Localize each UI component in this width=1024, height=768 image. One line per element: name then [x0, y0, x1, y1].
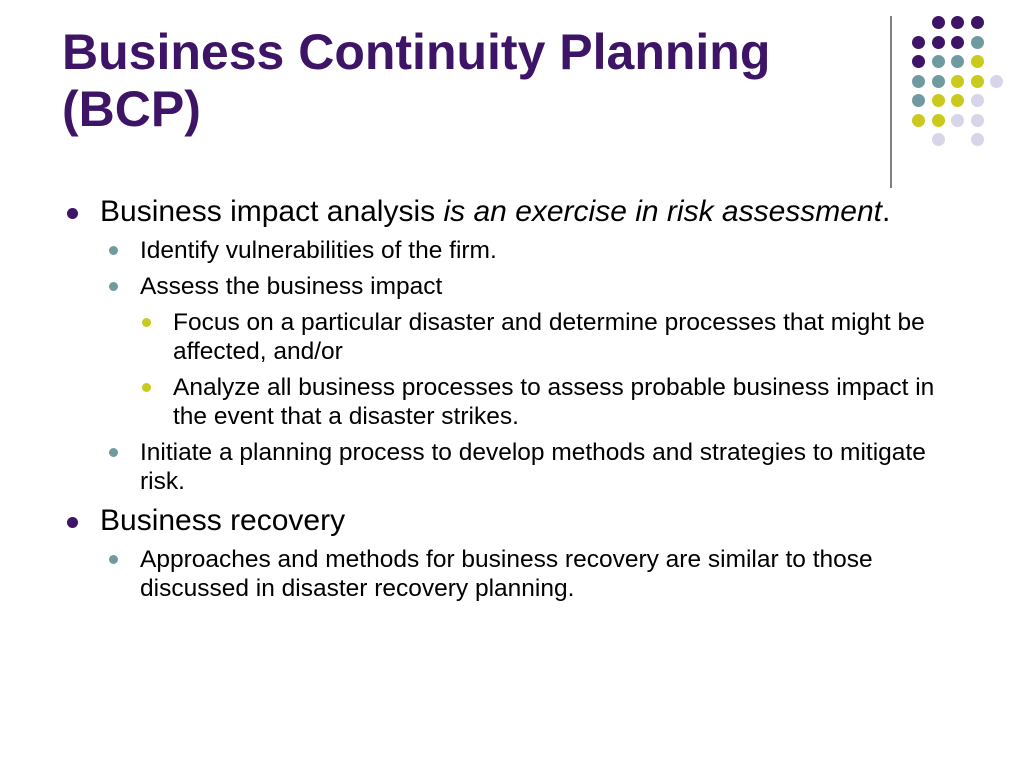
decorative-dot: [912, 55, 925, 68]
decorative-dot: [951, 16, 964, 29]
decorative-dot: [971, 36, 984, 49]
bullet-dot: [67, 208, 78, 219]
decorative-dot: [971, 114, 984, 127]
sub-bullet-initiate-planning: [62, 438, 962, 496]
sub-bullet-approaches-methods: [62, 545, 962, 603]
decorative-dot: [951, 114, 964, 127]
sub-bullet-assess-impact: [62, 272, 962, 431]
decorative-dot: [990, 75, 1003, 88]
decorative-dot: [971, 94, 984, 107]
decorative-dot: [932, 133, 945, 146]
slide-title: Business Continuity Planning (BCP): [62, 24, 771, 137]
bullet-dot: [142, 383, 151, 392]
decorative-dot: [932, 16, 945, 29]
bullet-dot: [142, 318, 151, 327]
decorative-dot: [971, 133, 984, 146]
decorative-dot: [951, 75, 964, 88]
decorative-dot: [971, 75, 984, 88]
decorative-divider: [890, 16, 892, 188]
decorative-dot: [912, 36, 925, 49]
bullet-text: Business impact analysis: [100, 195, 444, 228]
decorative-dot: [971, 16, 984, 29]
sub-sub-bullet-focus-disaster: [62, 308, 962, 366]
decorative-dot: [932, 94, 945, 107]
bullet-text-tail: .: [881, 195, 891, 228]
bullet-text: Identify vulnerabilities of the firm.: [140, 237, 497, 264]
bullet-dot: [109, 282, 118, 291]
bullet-dot: [109, 246, 118, 255]
sub-sub-bullet-analyze-processes: [62, 373, 962, 431]
decorative-dot: [932, 75, 945, 88]
decorative-dot: [951, 55, 964, 68]
bullet-text: Focus on a particular disaster and determine processes that might be affected, and/or: [173, 309, 925, 365]
decorative-dot: [951, 94, 964, 107]
sub-bullet-list: [100, 236, 962, 496]
bullet-text: Initiate a planning process to develop methods and strategies to mitigate risk.: [140, 439, 926, 495]
bullet-text: Assess the business impact: [140, 273, 443, 300]
sub-sub-bullet-list: [140, 308, 962, 431]
decorative-dot: [912, 75, 925, 88]
bullet-business-impact-analysis: [62, 196, 962, 496]
decorative-dot: [971, 55, 984, 68]
decorative-dot: [912, 114, 925, 127]
sub-bullet-identify-vulnerabilities: [62, 236, 962, 265]
bullet-dot: [109, 555, 118, 564]
decorative-dot: [912, 94, 925, 107]
slide-body: [62, 196, 962, 612]
bullet-text-italic: is an exercise in risk assessment: [443, 195, 882, 228]
sub-bullet-list: [100, 545, 962, 603]
bullet-dot: [67, 517, 78, 528]
decorative-dot: [932, 55, 945, 68]
decorative-dot: [951, 36, 964, 49]
bullet-business-recovery: [62, 505, 962, 603]
decorative-dot: [932, 114, 945, 127]
bullet-text: Analyze all business processes to assess probable business impact in the event that a disaster strikes.: [173, 374, 935, 430]
bullet-list: [62, 196, 962, 603]
bullet-text: Approaches and methods for business recovery are similar to those discussed in disaster recovery planning.: [140, 546, 873, 602]
decorative-dot: [932, 36, 945, 49]
bullet-dot: [109, 448, 118, 457]
bullet-text: Business recovery: [100, 504, 346, 537]
